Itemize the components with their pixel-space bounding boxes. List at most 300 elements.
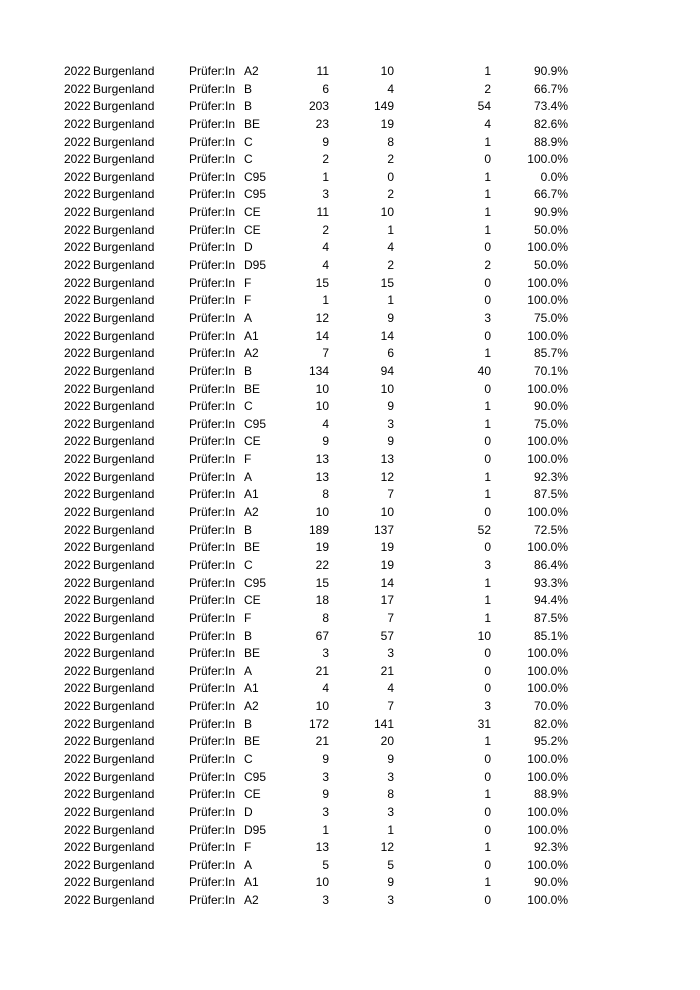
failed-count-cell: 0 (484, 646, 491, 661)
examiner-cell: Prüfer:In (189, 205, 236, 220)
failed-count-cell: 1 (484, 875, 491, 890)
table-row (0, 839, 700, 857)
region-cell: Burgenland (93, 363, 155, 378)
table-row (0, 381, 700, 399)
pass-rate-cell: 85.7% (533, 346, 568, 361)
license-class-cell: B (244, 716, 253, 731)
table-row (0, 857, 700, 875)
pass-rate-cell: 100.0% (527, 822, 568, 837)
total-count-cell: 5 (322, 857, 329, 872)
examiner-cell: Prüfer:In (189, 169, 236, 184)
examiner-cell: Prüfer:In (189, 505, 236, 520)
failed-count-cell: 1 (484, 205, 491, 220)
year-cell: 2022 (64, 152, 91, 167)
examiner-cell: Prüfer:In (189, 804, 236, 819)
examiner-cell: Prüfer:In (189, 557, 236, 572)
pass-rate-cell: 100.0% (527, 152, 568, 167)
total-count-cell: 22 (315, 557, 329, 572)
total-count-cell: 4 (322, 240, 329, 255)
license-class-cell: BE (244, 734, 261, 749)
license-class-cell: D (244, 804, 253, 819)
license-class-cell: A2 (244, 505, 259, 520)
examiner-cell: Prüfer:In (189, 346, 236, 361)
table-row (0, 892, 700, 910)
pass-rate-cell: 85.1% (533, 628, 568, 643)
license-class-cell: C95 (244, 769, 267, 784)
table-row (0, 275, 700, 293)
pass-rate-cell: 100.0% (527, 293, 568, 308)
year-cell: 2022 (64, 258, 91, 273)
table-row (0, 239, 700, 257)
examiner-cell: Prüfer:In (189, 293, 236, 308)
year-cell: 2022 (64, 381, 91, 396)
failed-count-cell: 0 (484, 328, 491, 343)
total-count-cell: 2 (322, 152, 329, 167)
table-row (0, 751, 700, 769)
total-count-cell: 9 (322, 434, 329, 449)
region-cell: Burgenland (93, 258, 155, 273)
region-cell: Burgenland (93, 893, 155, 908)
region-cell: Burgenland (93, 804, 155, 819)
examiner-cell: Prüfer:In (189, 328, 236, 343)
passed-count-cell: 9 (387, 399, 394, 414)
region-cell: Burgenland (93, 434, 155, 449)
license-class-cell: C (244, 134, 253, 149)
examiner-cell: Prüfer:In (189, 469, 236, 484)
total-count-cell: 9 (322, 134, 329, 149)
passed-count-cell: 0 (387, 169, 394, 184)
table-row (0, 663, 700, 681)
region-cell: Burgenland (93, 116, 155, 131)
total-count-cell: 10 (315, 505, 329, 520)
year-cell: 2022 (64, 699, 91, 714)
year-cell: 2022 (64, 434, 91, 449)
pass-rate-cell: 100.0% (527, 893, 568, 908)
region-cell: Burgenland (93, 469, 155, 484)
pass-rate-cell: 88.9% (533, 787, 568, 802)
region-cell: Burgenland (93, 663, 155, 678)
pass-rate-cell: 66.7% (533, 81, 568, 96)
license-class-cell: F (244, 840, 252, 855)
examiner-cell: Prüfer:In (189, 416, 236, 431)
region-cell: Burgenland (93, 751, 155, 766)
failed-count-cell: 40 (477, 363, 491, 378)
pass-rate-cell: 100.0% (527, 240, 568, 255)
year-cell: 2022 (64, 610, 91, 625)
year-cell: 2022 (64, 540, 91, 555)
failed-count-cell: 1 (484, 840, 491, 855)
table-row (0, 328, 700, 346)
year-cell: 2022 (64, 893, 91, 908)
year-cell: 2022 (64, 469, 91, 484)
examiner-cell: Prüfer:In (189, 134, 236, 149)
passed-count-cell: 6 (387, 346, 394, 361)
failed-count-cell: 0 (484, 240, 491, 255)
license-class-cell: CE (244, 434, 261, 449)
total-count-cell: 14 (315, 328, 329, 343)
examiner-cell: Prüfer:In (189, 522, 236, 537)
pass-rate-cell: 100.0% (527, 751, 568, 766)
license-class-cell: A2 (244, 893, 259, 908)
total-count-cell: 4 (322, 258, 329, 273)
license-class-cell: A (244, 857, 253, 872)
total-count-cell: 1 (322, 169, 329, 184)
total-count-cell: 4 (322, 416, 329, 431)
table-row (0, 433, 700, 451)
license-class-cell: C95 (244, 187, 267, 202)
passed-count-cell: 12 (380, 469, 394, 484)
passed-count-cell: 7 (387, 610, 394, 625)
failed-count-cell: 0 (484, 275, 491, 290)
passed-count-cell: 10 (380, 205, 394, 220)
year-cell: 2022 (64, 646, 91, 661)
year-cell: 2022 (64, 169, 91, 184)
total-count-cell: 18 (315, 593, 329, 608)
license-class-cell: BE (244, 116, 261, 131)
table-row (0, 645, 700, 663)
examiner-cell: Prüfer:In (189, 875, 236, 890)
table-row (0, 292, 700, 310)
region-cell: Burgenland (93, 646, 155, 661)
license-class-cell: A1 (244, 328, 259, 343)
passed-count-cell: 10 (380, 381, 394, 396)
passed-count-cell: 2 (387, 187, 394, 202)
failed-count-cell: 1 (484, 734, 491, 749)
region-cell: Burgenland (93, 522, 155, 537)
license-class-cell: A1 (244, 487, 259, 502)
region-cell: Burgenland (93, 857, 155, 872)
passed-count-cell: 13 (380, 452, 394, 467)
pass-rate-cell: 100.0% (527, 646, 568, 661)
table-row (0, 539, 700, 557)
examiner-cell: Prüfer:In (189, 363, 236, 378)
license-class-cell: B (244, 522, 253, 537)
table-row (0, 733, 700, 751)
pass-rate-cell: 90.0% (533, 875, 568, 890)
year-cell: 2022 (64, 205, 91, 220)
region-cell: Burgenland (93, 64, 155, 78)
examiner-cell: Prüfer:In (189, 857, 236, 872)
failed-count-cell: 0 (484, 769, 491, 784)
passed-count-cell: 9 (387, 434, 394, 449)
passed-count-cell: 7 (387, 487, 394, 502)
table-row (0, 204, 700, 222)
total-count-cell: 15 (315, 275, 329, 290)
table-row (0, 522, 700, 540)
license-class-cell: C95 (244, 575, 267, 590)
pass-rate-cell: 90.9% (533, 64, 568, 78)
failed-count-cell: 1 (484, 469, 491, 484)
failed-count-cell: 1 (484, 399, 491, 414)
region-cell: Burgenland (93, 328, 155, 343)
passed-count-cell: 4 (387, 81, 394, 96)
passed-count-cell: 1 (387, 222, 394, 237)
license-class-cell: BE (244, 646, 261, 661)
table-row (0, 398, 700, 416)
passed-count-cell: 19 (380, 116, 394, 131)
failed-count-cell: 0 (484, 381, 491, 396)
total-count-cell: 1 (322, 822, 329, 837)
year-cell: 2022 (64, 716, 91, 731)
table-row (0, 575, 700, 593)
license-class-cell: A2 (244, 699, 259, 714)
total-count-cell: 10 (315, 381, 329, 396)
passed-count-cell: 3 (387, 893, 394, 908)
failed-count-cell: 0 (484, 152, 491, 167)
table-row (0, 222, 700, 240)
license-class-cell: CE (244, 593, 261, 608)
passed-count-cell: 4 (387, 681, 394, 696)
license-class-cell: BE (244, 540, 261, 555)
region-cell: Burgenland (93, 416, 155, 431)
pass-rate-cell: 75.0% (533, 310, 568, 325)
passed-count-cell: 141 (373, 716, 394, 731)
passed-count-cell: 10 (380, 505, 394, 520)
table-row (0, 628, 700, 646)
failed-count-cell: 0 (484, 540, 491, 555)
total-count-cell: 3 (322, 769, 329, 784)
total-count-cell: 23 (315, 116, 329, 131)
region-cell: Burgenland (93, 734, 155, 749)
failed-count-cell: 0 (484, 681, 491, 696)
license-class-cell: F (244, 275, 252, 290)
year-cell: 2022 (64, 628, 91, 643)
table-row (0, 822, 700, 840)
passed-count-cell: 1 (387, 822, 394, 837)
total-count-cell: 203 (308, 99, 329, 114)
examiner-cell: Prüfer:In (189, 240, 236, 255)
pass-rate-cell: 93.3% (533, 575, 568, 590)
passed-count-cell: 8 (387, 787, 394, 802)
failed-count-cell: 52 (477, 522, 491, 537)
year-cell: 2022 (64, 275, 91, 290)
year-cell: 2022 (64, 310, 91, 325)
license-class-cell: A1 (244, 681, 259, 696)
failed-count-cell: 54 (477, 99, 491, 114)
region-cell: Burgenland (93, 505, 155, 520)
license-class-cell: CE (244, 205, 261, 220)
region-cell: Burgenland (93, 222, 155, 237)
examiner-cell: Prüfer:In (189, 187, 236, 202)
license-class-cell: A (244, 310, 253, 325)
table-row (0, 874, 700, 892)
failed-count-cell: 1 (484, 187, 491, 202)
examiner-cell: Prüfer:In (189, 222, 236, 237)
region-cell: Burgenland (93, 240, 155, 255)
pass-rate-cell: 100.0% (527, 381, 568, 396)
pass-rate-cell: 70.1% (533, 363, 568, 378)
failed-count-cell: 0 (484, 857, 491, 872)
table-row (0, 63, 700, 81)
examiner-cell: Prüfer:In (189, 575, 236, 590)
year-cell: 2022 (64, 840, 91, 855)
examiner-cell: Prüfer:In (189, 787, 236, 802)
pass-rate-cell: 82.0% (533, 716, 568, 731)
total-count-cell: 13 (315, 452, 329, 467)
spreadsheet-table (0, 63, 700, 910)
pass-rate-cell: 100.0% (527, 505, 568, 520)
examiner-cell: Prüfer:In (189, 399, 236, 414)
failed-count-cell: 1 (484, 222, 491, 237)
pass-rate-cell: 73.4% (533, 99, 568, 114)
license-class-cell: A2 (244, 64, 259, 78)
license-class-cell: D95 (244, 258, 267, 273)
region-cell: Burgenland (93, 716, 155, 731)
license-class-cell: F (244, 610, 252, 625)
region-cell: Burgenland (93, 452, 155, 467)
table-row (0, 257, 700, 275)
license-class-cell: F (244, 293, 252, 308)
pass-rate-cell: 70.0% (533, 699, 568, 714)
passed-count-cell: 4 (387, 240, 394, 255)
year-cell: 2022 (64, 522, 91, 537)
year-cell: 2022 (64, 575, 91, 590)
region-cell: Burgenland (93, 399, 155, 414)
failed-count-cell: 0 (484, 804, 491, 819)
region-cell: Burgenland (93, 840, 155, 855)
year-cell: 2022 (64, 452, 91, 467)
passed-count-cell: 2 (387, 258, 394, 273)
examiner-cell: Prüfer:In (189, 699, 236, 714)
passed-count-cell: 9 (387, 875, 394, 890)
license-class-cell: A (244, 469, 253, 484)
examiner-cell: Prüfer:In (189, 593, 236, 608)
region-cell: Burgenland (93, 310, 155, 325)
table-row (0, 557, 700, 575)
passed-count-cell: 7 (387, 699, 394, 714)
total-count-cell: 3 (322, 646, 329, 661)
year-cell: 2022 (64, 328, 91, 343)
year-cell: 2022 (64, 875, 91, 890)
table-row (0, 98, 700, 116)
region-cell: Burgenland (93, 628, 155, 643)
passed-count-cell: 12 (380, 840, 394, 855)
license-class-cell: B (244, 99, 253, 114)
examiner-cell: Prüfer:In (189, 734, 236, 749)
table-row (0, 504, 700, 522)
license-class-cell: C (244, 399, 253, 414)
passed-count-cell: 9 (387, 310, 394, 325)
year-cell: 2022 (64, 399, 91, 414)
total-count-cell: 21 (315, 734, 329, 749)
failed-count-cell: 1 (484, 593, 491, 608)
examiner-cell: Prüfer:In (189, 275, 236, 290)
pass-rate-cell: 87.5% (533, 610, 568, 625)
license-class-cell: F (244, 452, 252, 467)
passed-count-cell: 19 (380, 540, 394, 555)
examiner-cell: Prüfer:In (189, 822, 236, 837)
license-class-cell: D95 (244, 822, 267, 837)
year-cell: 2022 (64, 505, 91, 520)
year-cell: 2022 (64, 769, 91, 784)
failed-count-cell: 0 (484, 434, 491, 449)
table-row (0, 451, 700, 469)
year-cell: 2022 (64, 751, 91, 766)
region-cell: Burgenland (93, 575, 155, 590)
total-count-cell: 3 (322, 893, 329, 908)
table-row (0, 804, 700, 822)
passed-count-cell: 20 (380, 734, 394, 749)
passed-count-cell: 3 (387, 804, 394, 819)
region-cell: Burgenland (93, 875, 155, 890)
total-count-cell: 67 (315, 628, 329, 643)
region-cell: Burgenland (93, 275, 155, 290)
examiner-cell: Prüfer:In (189, 116, 236, 131)
year-cell: 2022 (64, 346, 91, 361)
year-cell: 2022 (64, 857, 91, 872)
failed-count-cell: 3 (484, 310, 491, 325)
passed-count-cell: 2 (387, 152, 394, 167)
table-row (0, 81, 700, 99)
passed-count-cell: 137 (373, 522, 394, 537)
examiner-cell: Prüfer:In (189, 663, 236, 678)
pass-rate-cell: 100.0% (527, 328, 568, 343)
license-class-cell: C (244, 751, 253, 766)
total-count-cell: 7 (322, 346, 329, 361)
region-cell: Burgenland (93, 681, 155, 696)
failed-count-cell: 2 (484, 81, 491, 96)
region-cell: Burgenland (93, 540, 155, 555)
examiner-cell: Prüfer:In (189, 487, 236, 502)
region-cell: Burgenland (93, 769, 155, 784)
license-class-cell: D (244, 240, 253, 255)
table-row (0, 698, 700, 716)
license-class-cell: C (244, 557, 253, 572)
failed-count-cell: 4 (484, 116, 491, 131)
region-cell: Burgenland (93, 557, 155, 572)
examiner-cell: Prüfer:In (189, 716, 236, 731)
passed-count-cell: 3 (387, 769, 394, 784)
passed-count-cell: 10 (380, 64, 394, 78)
examiner-cell: Prüfer:In (189, 381, 236, 396)
year-cell: 2022 (64, 240, 91, 255)
failed-count-cell: 0 (484, 663, 491, 678)
examiner-cell: Prüfer:In (189, 751, 236, 766)
license-class-cell: CE (244, 787, 261, 802)
region-cell: Burgenland (93, 187, 155, 202)
examiner-cell: Prüfer:In (189, 64, 236, 78)
table-row (0, 486, 700, 504)
license-class-cell: C95 (244, 416, 267, 431)
region-cell: Burgenland (93, 487, 155, 502)
failed-count-cell: 1 (484, 169, 491, 184)
year-cell: 2022 (64, 416, 91, 431)
failed-count-cell: 1 (484, 134, 491, 149)
license-class-cell: C (244, 152, 253, 167)
year-cell: 2022 (64, 734, 91, 749)
failed-count-cell: 0 (484, 452, 491, 467)
table-row (0, 134, 700, 152)
pass-rate-cell: 100.0% (527, 769, 568, 784)
examiner-cell: Prüfer:In (189, 540, 236, 555)
region-cell: Burgenland (93, 293, 155, 308)
pass-rate-cell: 0.0% (540, 169, 568, 184)
pass-rate-cell: 100.0% (527, 804, 568, 819)
pass-rate-cell: 75.0% (533, 416, 568, 431)
examiner-cell: Prüfer:In (189, 81, 236, 96)
passed-count-cell: 8 (387, 134, 394, 149)
region-cell: Burgenland (93, 822, 155, 837)
region-cell: Burgenland (93, 169, 155, 184)
region-cell: Burgenland (93, 81, 155, 96)
passed-count-cell: 14 (380, 328, 394, 343)
total-count-cell: 10 (315, 399, 329, 414)
passed-count-cell: 17 (380, 593, 394, 608)
year-cell: 2022 (64, 557, 91, 572)
pass-rate-cell: 92.3% (533, 840, 568, 855)
year-cell: 2022 (64, 222, 91, 237)
passed-count-cell: 3 (387, 646, 394, 661)
